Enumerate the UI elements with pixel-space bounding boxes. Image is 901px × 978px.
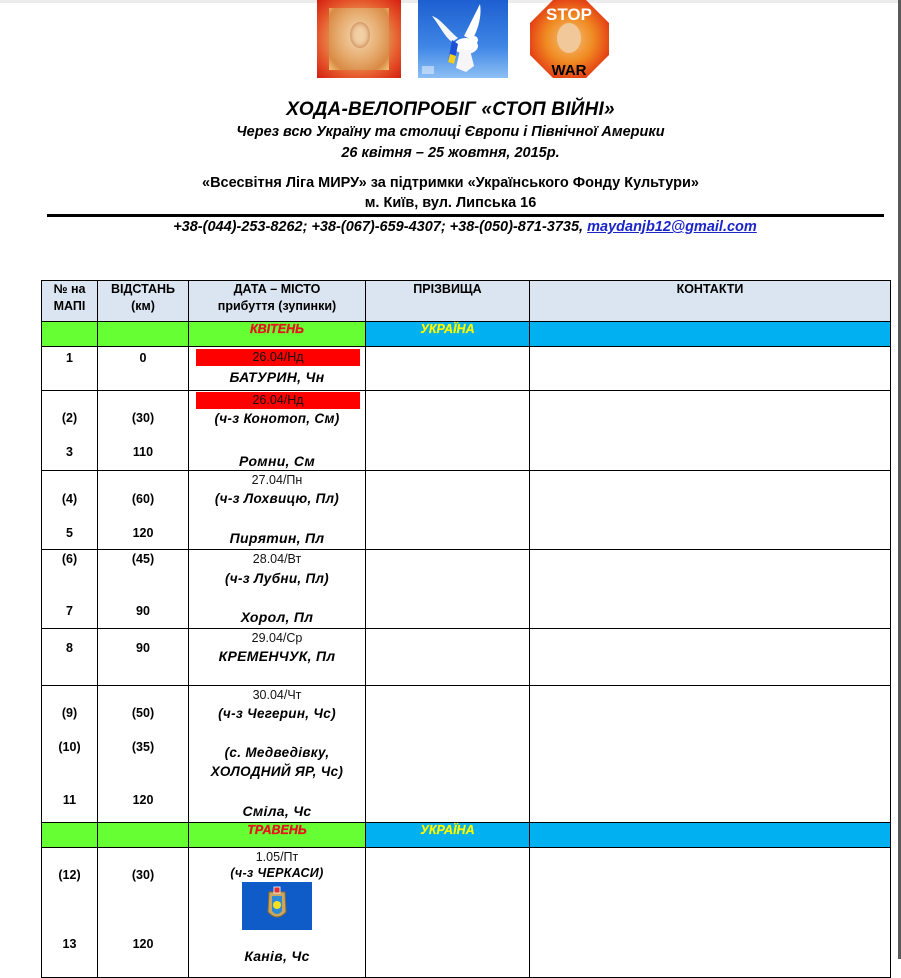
table-row bbox=[42, 848, 891, 978]
surnames-cell[interactable] bbox=[366, 347, 530, 391]
table-row bbox=[42, 347, 891, 391]
via-label: (ч-з ЧЕРКАСИ) bbox=[230, 866, 324, 880]
table-row bbox=[42, 550, 891, 629]
distance-cell: 90 bbox=[98, 629, 189, 686]
distance-cell: (50) (35) 120 bbox=[98, 686, 189, 823]
city-label: Пирятин, Пл bbox=[229, 530, 325, 546]
date-label: 28.04/Вт bbox=[252, 552, 302, 566]
city-label: КРЕМЕНЧУК, Пл bbox=[218, 648, 336, 664]
contacts-cell[interactable] bbox=[530, 347, 891, 391]
date-city-cell bbox=[189, 550, 366, 629]
city-label: БАТУРИН, Чн bbox=[229, 369, 325, 385]
dove-with-ukraine-flag-image bbox=[418, 0, 508, 78]
date-label: 29.04/Ср bbox=[251, 631, 303, 645]
distance-cell: 0 bbox=[98, 347, 189, 391]
date-label: 27.04/Пн bbox=[251, 473, 303, 487]
phone-numbers: +38-(044)-253-8262; +38-(067)-659-4307; +38-(050)-871-3735, bbox=[173, 219, 588, 235]
table-header-row bbox=[42, 281, 891, 322]
map-number-cell: (12) 13 bbox=[42, 848, 98, 978]
city-label: Сміла, Чс bbox=[242, 803, 312, 819]
contacts-cell[interactable] bbox=[530, 686, 891, 823]
distance-cell: (30) 120 bbox=[98, 848, 189, 978]
cherkasy-oblast-flag bbox=[242, 882, 312, 930]
via-label: ХОЛОДНИЙ ЯР, Чс) bbox=[210, 764, 344, 779]
table-row bbox=[42, 686, 891, 823]
month-row-may bbox=[42, 823, 891, 848]
date-label: 26.04/Нд bbox=[196, 349, 360, 366]
map-number-cell: 8 bbox=[42, 629, 98, 686]
surnames-cell[interactable] bbox=[366, 848, 530, 978]
distance-cell: (45) 90 bbox=[98, 550, 189, 629]
country-label: УКРАЇНА bbox=[366, 823, 530, 848]
table-row bbox=[42, 391, 891, 471]
organizer-line: «Всесвітня Ліга МИРУ» за підтримки «Українського Фонду Культури» bbox=[202, 175, 699, 191]
header-divider bbox=[47, 214, 884, 217]
document-subtitle: Через всю Україну та столиці Європи і Північної Америки bbox=[236, 124, 665, 140]
city-label: Канів, Чс bbox=[244, 948, 310, 964]
via-label: (с. Медведівку, bbox=[224, 745, 330, 760]
surnames-cell[interactable] bbox=[366, 686, 530, 823]
contacts-cell[interactable] bbox=[530, 550, 891, 629]
stop-war-sign-image bbox=[530, 0, 609, 78]
surnames-cell[interactable] bbox=[366, 550, 530, 629]
via-label: (ч-з Лубни, Пл) bbox=[225, 571, 329, 586]
map-number-cell: (6) 7 bbox=[42, 550, 98, 629]
via-label: (ч-з Чегерин, Чс) bbox=[218, 706, 336, 721]
date-city-cell bbox=[189, 391, 366, 471]
map-number-cell: (2) 3 bbox=[42, 391, 98, 471]
date-city-cell bbox=[189, 629, 366, 686]
date-label: 26.04/Нд bbox=[196, 392, 360, 409]
document-title: ХОДА-ВЕЛОПРОБІГ «СТОП ВІЙНІ» bbox=[286, 99, 615, 120]
war-text: WAR bbox=[551, 62, 587, 78]
date-city-cell bbox=[189, 471, 366, 550]
event-dates: 26 квітня – 25 жовтня, 2015р. bbox=[341, 145, 560, 161]
col-header-surnames: ПРІЗВИЩА bbox=[366, 281, 530, 322]
contacts-cell[interactable] bbox=[530, 391, 891, 471]
date-city-cell bbox=[189, 347, 366, 391]
city-label: Хорол, Пл bbox=[240, 609, 314, 625]
via-label: (ч-з Конотоп, См) bbox=[214, 411, 340, 426]
route-schedule-table bbox=[41, 280, 891, 978]
surnames-cell[interactable] bbox=[366, 391, 530, 471]
via-label: (ч-з Лохвицю, Пл) bbox=[214, 491, 340, 506]
date-city-cell bbox=[189, 686, 366, 823]
country-label: УКРАЇНА bbox=[366, 322, 530, 347]
email-link[interactable]: maydanjb12@gmail.com bbox=[587, 219, 757, 235]
col-header-map-number: № на МАПІ bbox=[42, 281, 98, 322]
month-label: ТРАВЕНЬ bbox=[189, 823, 366, 848]
contacts-cell[interactable] bbox=[530, 848, 891, 978]
map-number-cell: 1 bbox=[42, 347, 98, 391]
contacts-cell[interactable] bbox=[530, 471, 891, 550]
col-header-date-city: ДАТА – МІСТО прибуття (зупинки) bbox=[189, 281, 366, 322]
month-row-april bbox=[42, 322, 891, 347]
table-row bbox=[42, 629, 891, 686]
month-label: КВІТЕНЬ bbox=[189, 322, 366, 347]
contacts-cell[interactable] bbox=[530, 629, 891, 686]
surnames-cell[interactable] bbox=[366, 629, 530, 686]
table-row bbox=[42, 471, 891, 550]
map-number-cell: (9) (10) 11 bbox=[42, 686, 98, 823]
map-number-cell: (4) 5 bbox=[42, 471, 98, 550]
distance-cell: (30) 110 bbox=[98, 391, 189, 471]
stop-text: STOP bbox=[546, 5, 592, 24]
date-label: 1.05/Пт bbox=[255, 850, 299, 864]
city-label: Ромни, См bbox=[238, 453, 315, 469]
date-city-cell bbox=[189, 848, 366, 978]
col-header-distance: ВІДСТАНЬ (км) bbox=[98, 281, 189, 322]
col-header-contacts: КОНТАКТИ bbox=[530, 281, 891, 322]
distance-cell: (60) 120 bbox=[98, 471, 189, 550]
address-line: м. Київ, вул. Липська 16 bbox=[364, 195, 537, 211]
surnames-cell[interactable] bbox=[366, 471, 530, 550]
contact-line bbox=[0, 219, 901, 235]
angel-in-flames-image bbox=[317, 0, 401, 78]
date-label: 30.04/Чт bbox=[252, 688, 302, 702]
